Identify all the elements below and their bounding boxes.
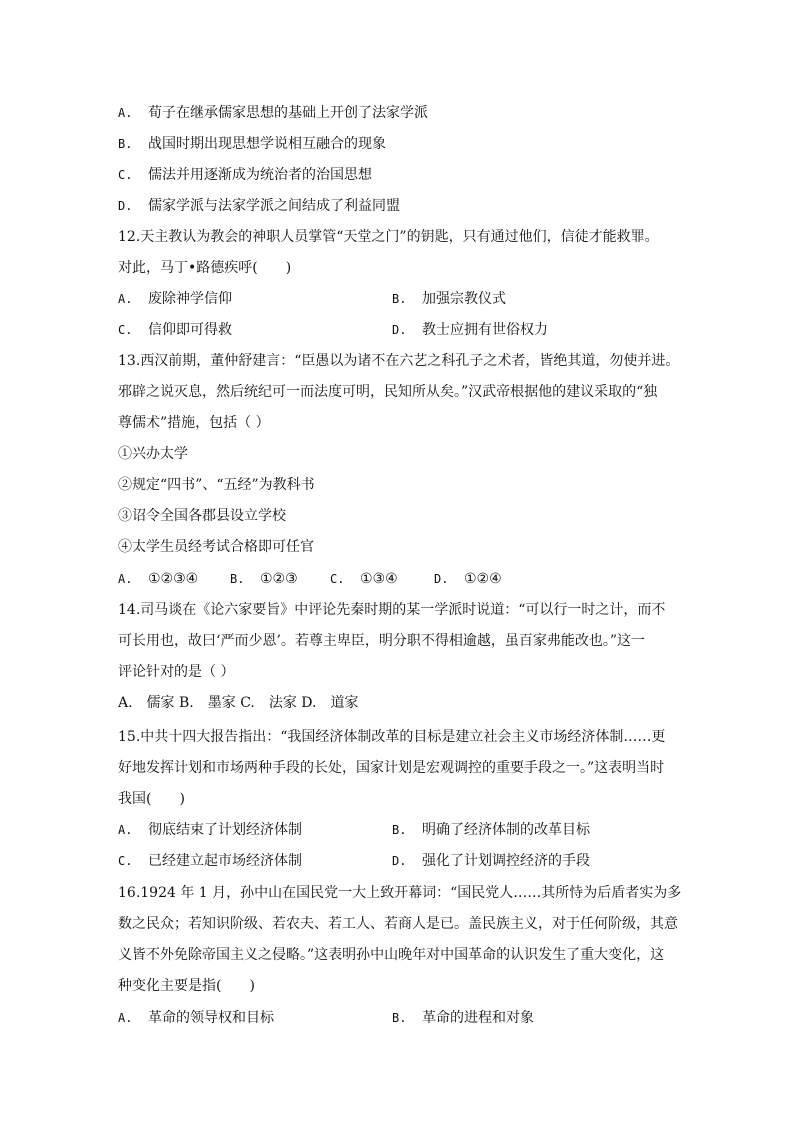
option-label: A. bbox=[118, 106, 133, 120]
q13-stem-line-3: 尊儒术”措施，包括（ ） bbox=[118, 415, 270, 431]
q14-stem-line-1: 14.司马谈在《论六家要旨》中评论先秦时期的某一学派时说道：“可以行一时之计，而不 bbox=[118, 602, 666, 618]
q11-option-a bbox=[118, 104, 428, 122]
option-text: 儒法并用逐渐成为统治者的治国思想 bbox=[148, 167, 372, 183]
q16-stem-line-1: 16.1924 年 1 月，孙中山在国民党一大上致开幕词：“国民党人……其所恃为后盾者实为多 bbox=[118, 885, 682, 901]
option-label: A. bbox=[118, 292, 133, 306]
q12-option-a bbox=[118, 290, 232, 308]
q13-stem-line-2: 邪辟之说灭息，然后统纪可一而法度可明，民知所从矣。”汉武帝根据他的建议采取的“独 bbox=[118, 384, 658, 400]
q16-stem-line-4: 种变化主要是指( ) bbox=[118, 978, 255, 994]
q16-stem-line-3: 义皆不外免除帝国主义之侵略。”这表明孙中山晚年对中国革命的认识发生了重大变化，这 bbox=[118, 947, 665, 963]
q12-option-d bbox=[392, 321, 548, 339]
q15-option-d bbox=[392, 852, 590, 870]
option-text: 革命的进程和对象 bbox=[422, 1010, 534, 1026]
option-text: ①②④ bbox=[464, 571, 502, 587]
option-text: 教士应拥有世俗权力 bbox=[422, 322, 548, 338]
q16-stem-line-2: 数之民众；若知识阶级、若农夫、若工人、若商人是已。盖民族主义，对于任何阶级，其意 bbox=[118, 916, 678, 932]
q16-option-a bbox=[118, 1009, 274, 1027]
option-text: 明确了经济体制的改革目标 bbox=[422, 822, 590, 838]
option-label: B. bbox=[392, 1011, 407, 1025]
option-label: D. bbox=[434, 572, 449, 586]
option-text: ①②③④ bbox=[148, 571, 199, 587]
option-label: B. bbox=[392, 823, 407, 837]
q15-stem-line-1: 15.中共十四大报告指出：“我国经济体制改革的目标是建立社会主义市场经济体制……更 bbox=[118, 729, 666, 745]
option-label: D. bbox=[392, 854, 407, 868]
option-label: A. bbox=[118, 572, 133, 586]
option-text: ①③④ bbox=[360, 571, 398, 587]
q14-stem-line-2: 可长用也，故曰‘严而少恩’。若尊主卑臣，明分职不得相逾越，虽百家弗能改也。”这一 bbox=[118, 633, 646, 649]
q11-option-c bbox=[118, 166, 372, 184]
option-label: D. bbox=[118, 199, 133, 213]
q13-stem-line-1: 13.西汉前期，董仲舒建言：“臣愚以为诸不在六艺之科孔子之术者，皆绝其道，勿使并进。 bbox=[118, 353, 680, 369]
q13-option-a bbox=[118, 570, 198, 588]
q15-option-b bbox=[392, 821, 590, 839]
option-label: B. bbox=[392, 292, 407, 306]
option-text: 彻底结束了计划经济体制 bbox=[148, 822, 302, 838]
q15-option-a bbox=[118, 821, 302, 839]
q13-item-4: ④太学生员经考试合格即可任官 bbox=[118, 539, 314, 555]
q11-option-d bbox=[118, 197, 400, 215]
option-text: 荀子在继承儒家思想的基础上开创了法家学派 bbox=[148, 105, 428, 121]
option-text: 儒家学派与法家学派之间结成了利益同盟 bbox=[148, 198, 400, 214]
option-label: C. bbox=[330, 572, 345, 586]
option-label: C. bbox=[118, 168, 133, 182]
q14-options: A. 儒家 B. 墨家 C. 法家 D. 道家 bbox=[118, 695, 359, 711]
q14-stem-line-3: 评论针对的是（ ） bbox=[118, 664, 235, 680]
option-text: 信仰即可得救 bbox=[148, 322, 232, 338]
q12-stem-line-1: 12.天主教认为教会的神职人员掌管“天堂之门”的钥匙，只有通过他们，信徒才能救罪。 bbox=[118, 229, 659, 245]
q11-option-b bbox=[118, 135, 386, 153]
option-text: 废除神学信仰 bbox=[148, 291, 232, 307]
q12-stem-line-2: 对此，马丁•路德疾呼( ) bbox=[118, 260, 292, 276]
option-text: 战国时期出现思想学说相互融合的现象 bbox=[148, 136, 386, 152]
q15-stem-line-2: 好地发挥计划和市场两种手段的长处，国家计划是宏观调控的重要手段之一。”这表明当时 bbox=[118, 760, 665, 776]
q12-option-b bbox=[392, 290, 506, 308]
q13-item-3: ③诏令全国各郡县设立学校 bbox=[118, 508, 286, 524]
q13-option-b bbox=[230, 570, 298, 588]
q13-item-2: ②规定“四书”、“五经”为教科书 bbox=[118, 477, 315, 493]
q15-stem-line-3: 我国( ) bbox=[118, 791, 185, 807]
q13-option-d bbox=[434, 570, 502, 588]
option-text: 革命的领导权和目标 bbox=[148, 1010, 274, 1026]
q15-option-c bbox=[118, 852, 302, 870]
option-text: 已经建立起市场经济体制 bbox=[148, 853, 302, 869]
option-label: B. bbox=[118, 137, 133, 151]
q13-option-c bbox=[330, 570, 398, 588]
option-label: C. bbox=[118, 854, 133, 868]
option-label: A. bbox=[118, 1011, 133, 1025]
option-label: B. bbox=[230, 572, 245, 586]
option-text: 加强宗教仪式 bbox=[422, 291, 506, 307]
option-label: A. bbox=[118, 823, 133, 837]
option-text: 强化了计划调控经济的手段 bbox=[422, 853, 590, 869]
option-text: ①②③ bbox=[260, 571, 298, 587]
option-label: C. bbox=[118, 323, 133, 337]
q16-option-b bbox=[392, 1009, 534, 1027]
q13-item-1: ①兴办太学 bbox=[118, 446, 188, 462]
q12-option-c bbox=[118, 321, 232, 339]
option-label: D. bbox=[392, 323, 407, 337]
